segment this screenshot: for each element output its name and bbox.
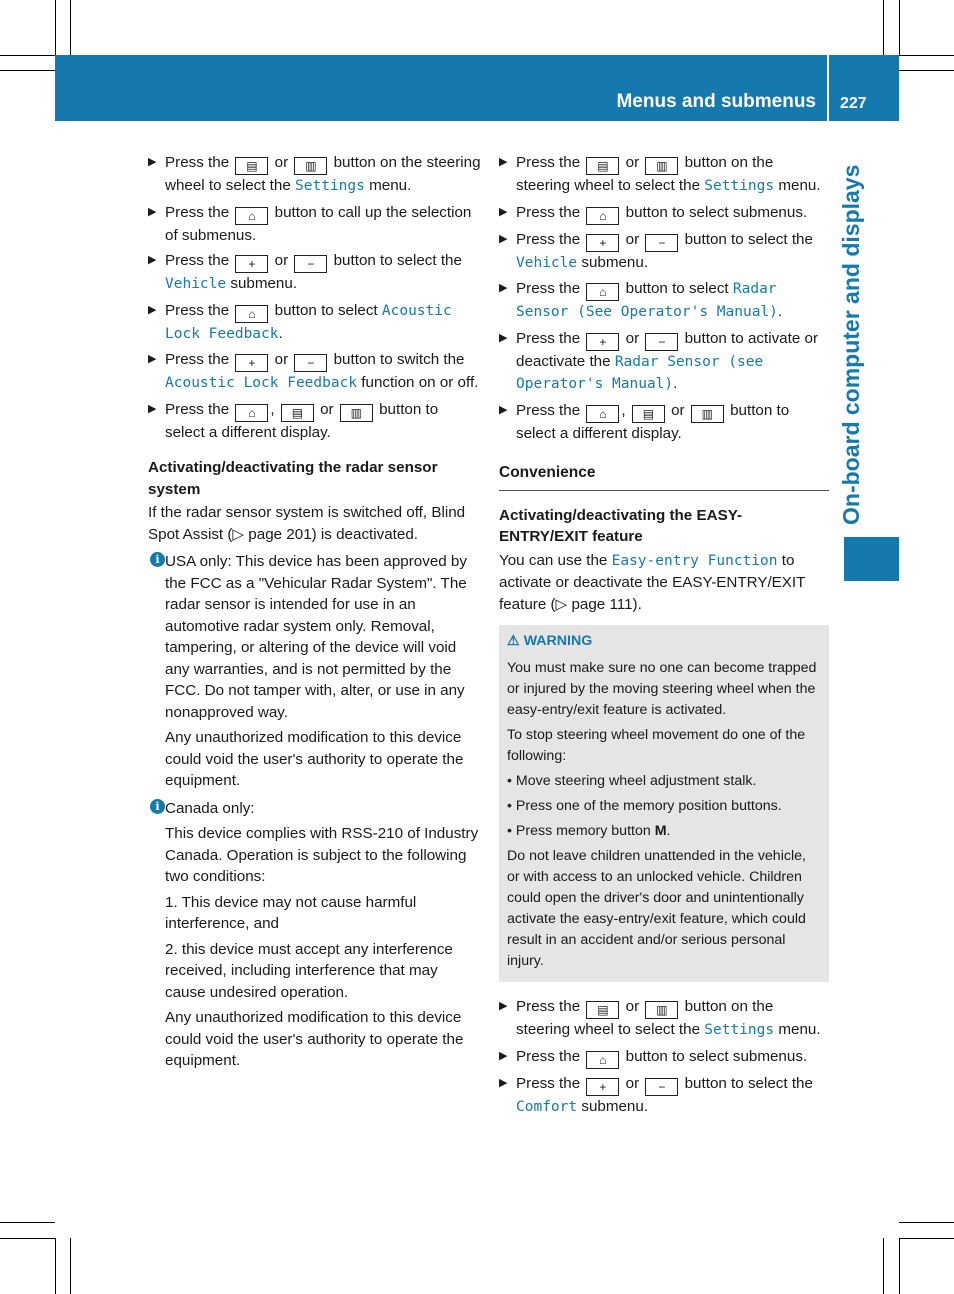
section-heading: Activating/deactivating the radar sensor system	[148, 459, 438, 498]
list-item: • Press memory button M.	[507, 823, 671, 839]
chapter-tab	[844, 537, 899, 581]
display-forward-button-icon: ▥	[645, 1001, 678, 1019]
info-icon: i	[150, 799, 165, 814]
paragraph: You can use the Easy-entry Function to activate or deactivate the EASY-ENTRY/EXIT feature (▷ page 111).	[499, 551, 806, 613]
header-divider	[827, 55, 829, 121]
arrow-icon: ▶	[499, 331, 508, 344]
home-button-icon: ⌂	[586, 283, 619, 301]
step: ▶ Press the ▤ or ▥ button on the steering wheel to select the Settings menu.	[148, 154, 481, 194]
section-heading: Activating/deactivating the EASY-ENTRY/EXIT feature	[499, 506, 743, 545]
crop-mark	[0, 1222, 55, 1223]
display-back-button-icon: ▤	[632, 405, 665, 423]
paragraph: Any unauthorized modification to this device could void the user's authority to operate the equipment.	[165, 729, 464, 789]
arrow-icon: ▶	[148, 156, 157, 168]
step: ▶ Press the ⌂ button to select Radar Sensor (See Operator's Manual).	[499, 280, 783, 320]
home-button-icon: ⌂	[586, 1051, 619, 1069]
crop-mark	[0, 1238, 55, 1239]
minus-button-icon: −	[645, 333, 678, 351]
display-back-button-icon: ▤	[586, 157, 619, 175]
arrow-icon: ▶	[499, 205, 508, 218]
plus-button-icon: +	[586, 1078, 619, 1096]
arrow-icon: ▶	[499, 232, 508, 245]
side-chapter-label	[838, 164, 878, 530]
warning-box	[499, 625, 829, 982]
plus-button-icon: +	[235, 354, 268, 372]
display-forward-button-icon: ▥	[645, 157, 678, 175]
paragraph: If the radar sensor system is switched off, Blind Spot Assist (▷ page 201) is deactivated.	[148, 504, 466, 543]
arrow-icon: ▶	[499, 1076, 508, 1089]
crop-mark	[883, 0, 884, 55]
right-column	[499, 152, 829, 1122]
plus-button-icon: +	[586, 234, 619, 252]
step: ▶ Press the + or − button to select the Vehicle submenu.	[148, 252, 462, 292]
crop-mark	[70, 1238, 71, 1294]
crop-mark	[55, 0, 56, 55]
crop-mark	[0, 55, 55, 56]
info-note: i Canada only:	[148, 798, 481, 820]
crop-mark	[899, 70, 954, 71]
home-button-icon: ⌂	[235, 305, 268, 323]
crop-mark	[55, 1238, 56, 1294]
step: ▶ Press the + or − button to select the Vehicle submenu.	[499, 230, 813, 271]
paragraph: You must make sure no one can become trapped or injured by the moving steering wheel when the easy-entry/exit feature is activated.	[507, 660, 817, 718]
home-button-icon: ⌂	[235, 207, 268, 225]
crop-mark	[0, 70, 55, 71]
minus-button-icon: −	[645, 234, 678, 252]
step: ▶ Press the ⌂ , ▤ or ▥ button to select a different display.	[499, 401, 790, 442]
step: ▶ Press the + or − button to select the Comfort submenu.	[499, 1074, 813, 1115]
arrow-icon: ▶	[499, 282, 508, 294]
header-title: Menus and submenus	[616, 91, 816, 112]
step: ▶ Press the ⌂ button to select submenus.	[499, 203, 808, 223]
home-button-icon: ⌂	[586, 207, 619, 225]
display-back-button-icon: ▤	[586, 1001, 619, 1019]
page-number: 227	[840, 95, 867, 112]
crop-mark	[883, 1238, 884, 1294]
info-icon: i	[150, 552, 165, 567]
paragraph: Do not leave children unattended in the vehicle, or with access to an unlocked vehicle. Children could open the driver's door and unintentionally activate the easy-entry/exit feature, which could result in an accident and/or serious personal injury.	[507, 848, 806, 969]
left-column	[148, 152, 481, 1076]
paragraph: Any unauthorized modification to this device could void the user's authority to operate the equipment.	[165, 1009, 464, 1069]
minus-button-icon: −	[294, 354, 327, 372]
plus-button-icon: +	[586, 333, 619, 351]
arrow-icon: ▶	[148, 254, 157, 266]
display-back-button-icon: ▤	[281, 404, 314, 422]
plus-button-icon: +	[235, 255, 268, 273]
display-back-button-icon: ▤	[235, 157, 268, 175]
step: ▶ Press the ⌂ button to call up the selection of submenus.	[148, 203, 472, 244]
paragraph: 1. This device may not cause harmful interference, and	[165, 893, 417, 932]
step: ▶ Press the ⌂ button to select submenus.	[499, 1047, 808, 1067]
paragraph: To stop steering wheel movement do one of the following:	[507, 727, 806, 764]
warning-icon: ⚠	[507, 633, 520, 649]
paragraph: 2. this device must accept any interference received, including interference that may cause undesired operation.	[165, 940, 453, 1001]
arrow-icon: ▶	[499, 1000, 508, 1012]
crop-mark	[899, 0, 900, 55]
arrow-icon: ▶	[148, 353, 157, 365]
minus-button-icon: −	[294, 255, 327, 273]
minus-button-icon: −	[645, 1078, 678, 1096]
warning-heading: ⚠ WARNING	[507, 633, 593, 649]
crop-mark	[899, 55, 954, 56]
arrow-icon: ▶	[148, 303, 157, 316]
info-note: i USA only: This device has been approved by the FCC as a "Vehicular Radar System". The radar sensor is intended for use in an automotive radar system only. Removal, tampering, or altering of the device will void any warranties, and is not permitted by the FCC. Do not tamper with, alter, or use in any nonapproved way.	[148, 551, 481, 723]
step: ▶ Press the ⌂ button to select Acoustic Lock Feedback.	[148, 301, 452, 342]
step: ▶ Press the ▤ or ▥ button on the steering wheel to select the Settings menu.	[499, 998, 821, 1038]
crop-mark	[899, 1238, 954, 1239]
crop-mark	[899, 1222, 954, 1223]
page-header	[55, 55, 899, 121]
display-forward-button-icon: ▥	[294, 157, 327, 175]
home-button-icon: ⌂	[235, 404, 268, 422]
section-title: Convenience	[499, 462, 829, 491]
crop-mark	[899, 1238, 900, 1294]
step: ▶ Press the ⌂ , ▤ or ▥ button to select a different display.	[148, 400, 439, 441]
arrow-icon: ▶	[148, 402, 157, 415]
list-item: • Press one of the memory position buttons.	[507, 798, 782, 814]
home-button-icon: ⌂	[586, 405, 619, 423]
arrow-icon: ▶	[148, 205, 157, 218]
arrow-icon: ▶	[499, 1049, 508, 1062]
crop-mark	[70, 0, 71, 55]
side-chapter-text: On-board computer and displays	[838, 164, 864, 525]
paragraph: This device complies with RSS-210 of Industry Canada. Operation is subject to the following two conditions:	[165, 825, 479, 885]
arrow-icon: ▶	[499, 156, 508, 168]
arrow-icon: ▶	[499, 403, 508, 416]
display-forward-button-icon: ▥	[340, 404, 373, 422]
display-forward-button-icon: ▥	[691, 405, 724, 423]
step: ▶ Press the + or − button to switch the Acoustic Lock Feedback function on or off.	[148, 351, 479, 391]
step: ▶ Press the ▤ or ▥ button on the steering wheel to select the Settings menu.	[499, 154, 821, 194]
list-item: • Move steering wheel adjustment stalk.	[507, 773, 757, 789]
step: ▶ Press the + or − button to activate or deactivate the Radar Sensor (see Operator's Manual).	[499, 329, 819, 392]
